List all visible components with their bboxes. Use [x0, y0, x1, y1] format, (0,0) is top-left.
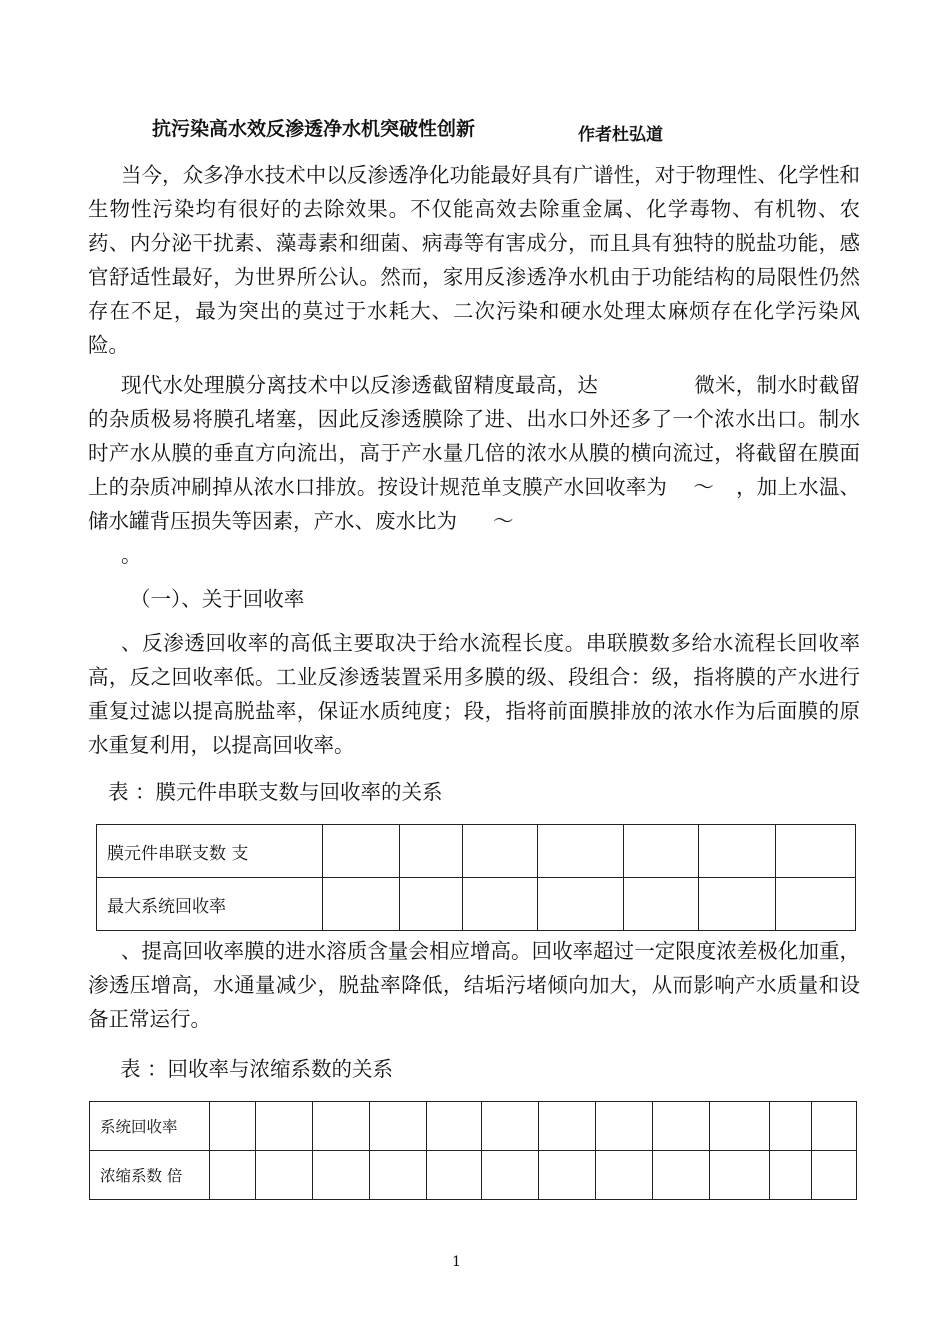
paragraph-high-recovery: 、提高回收率膜的进水溶质含量会相应增高。回收率超过一定限度浓差极化加重，渗透压增高，水通量减少，脱盐率降低，结垢污堵倾向加大，从而影响产水质量和设备正常运行。 [88, 939, 860, 1031]
section-heading-recovery: （一）、关于回收率 [130, 587, 305, 611]
author-name: 作者杜弘道 [578, 125, 663, 145]
table-row-label: 膜元件串联支数 支 [97, 825, 323, 878]
paragraph-intro: 当今，众多净水技术中以反渗透净化功能最好具有广谱性，对于物理性、化学性和生物性污染均有很好的去除效果。不仅能高效去除重金属、化学毒物、有机物、农药、内分泌干扰素、藻毒素和细菌、病毒等有害成分，而且具有独特的脱盐功能，感官舒适性最好，为世界所公认。然而，家用反渗透净水机由于功能结构的局限性仍然存在不足，最为突出的莫过于水耗大、二次污染和硬水处理太麻烦存在化学污染风险。 [88, 163, 860, 357]
paragraph-recovery-factors: 、反渗透回收率的高低主要取决于给水流程长度。串联膜数多给水流程长回收率高，反之回收率低。工业反渗透装置采用多膜的级、段组合：级，指将膜的产水进行重复过滤以提高脱盐率，保证水质纯度；段，指将前面膜排放的浓水作为后面膜的原水重复利用，以提高回收率。 [88, 631, 860, 757]
table-row-label: 浓缩系数 倍 [90, 1151, 210, 1200]
p2-period: 。 [121, 543, 142, 567]
p2-part-a: 现代水处理膜分离技术中以反渗透截留精度最高，达 [121, 373, 599, 397]
p2-part-d: ，加上水温、储水罐背压损失等因素，产水、废水比为 [88, 475, 861, 533]
table1-caption: 表 ：膜元件串联支数与回收率的关系 [108, 780, 443, 804]
document-title: 抗污染高水效反渗透净水机突破性创新 [152, 118, 476, 140]
table2-caption: 表 ：回收率与浓缩系数的关系 [120, 1057, 394, 1081]
p2-tilde-2: ～ [493, 509, 514, 533]
paragraph-membrane-tech [88, 368, 860, 572]
table-membrane-series [96, 824, 856, 931]
page-number: 1 [452, 1254, 461, 1270]
p2-part-b: 微米，制水时截留的杂质极易将膜孔堵塞，因此反渗透膜除了进、出水口外还多了一个浓水出口。制水时产水从膜的垂直方向流出，高于产水量几倍的浓水从膜的横向流过，将截留在膜面上的杂质冲刷掉从浓水口排放。按设计规范单支膜产水回收率为 [88, 373, 861, 499]
table-row [97, 878, 856, 931]
table-row [90, 1102, 857, 1151]
table-row-label: 系统回收率 [90, 1102, 210, 1151]
p2-tilde-1: ～ [693, 475, 714, 499]
table-row [90, 1151, 857, 1200]
table-recovery-concentration [89, 1101, 857, 1200]
table-row-label: 最大系统回收率 [97, 878, 323, 931]
table-row [97, 825, 856, 878]
